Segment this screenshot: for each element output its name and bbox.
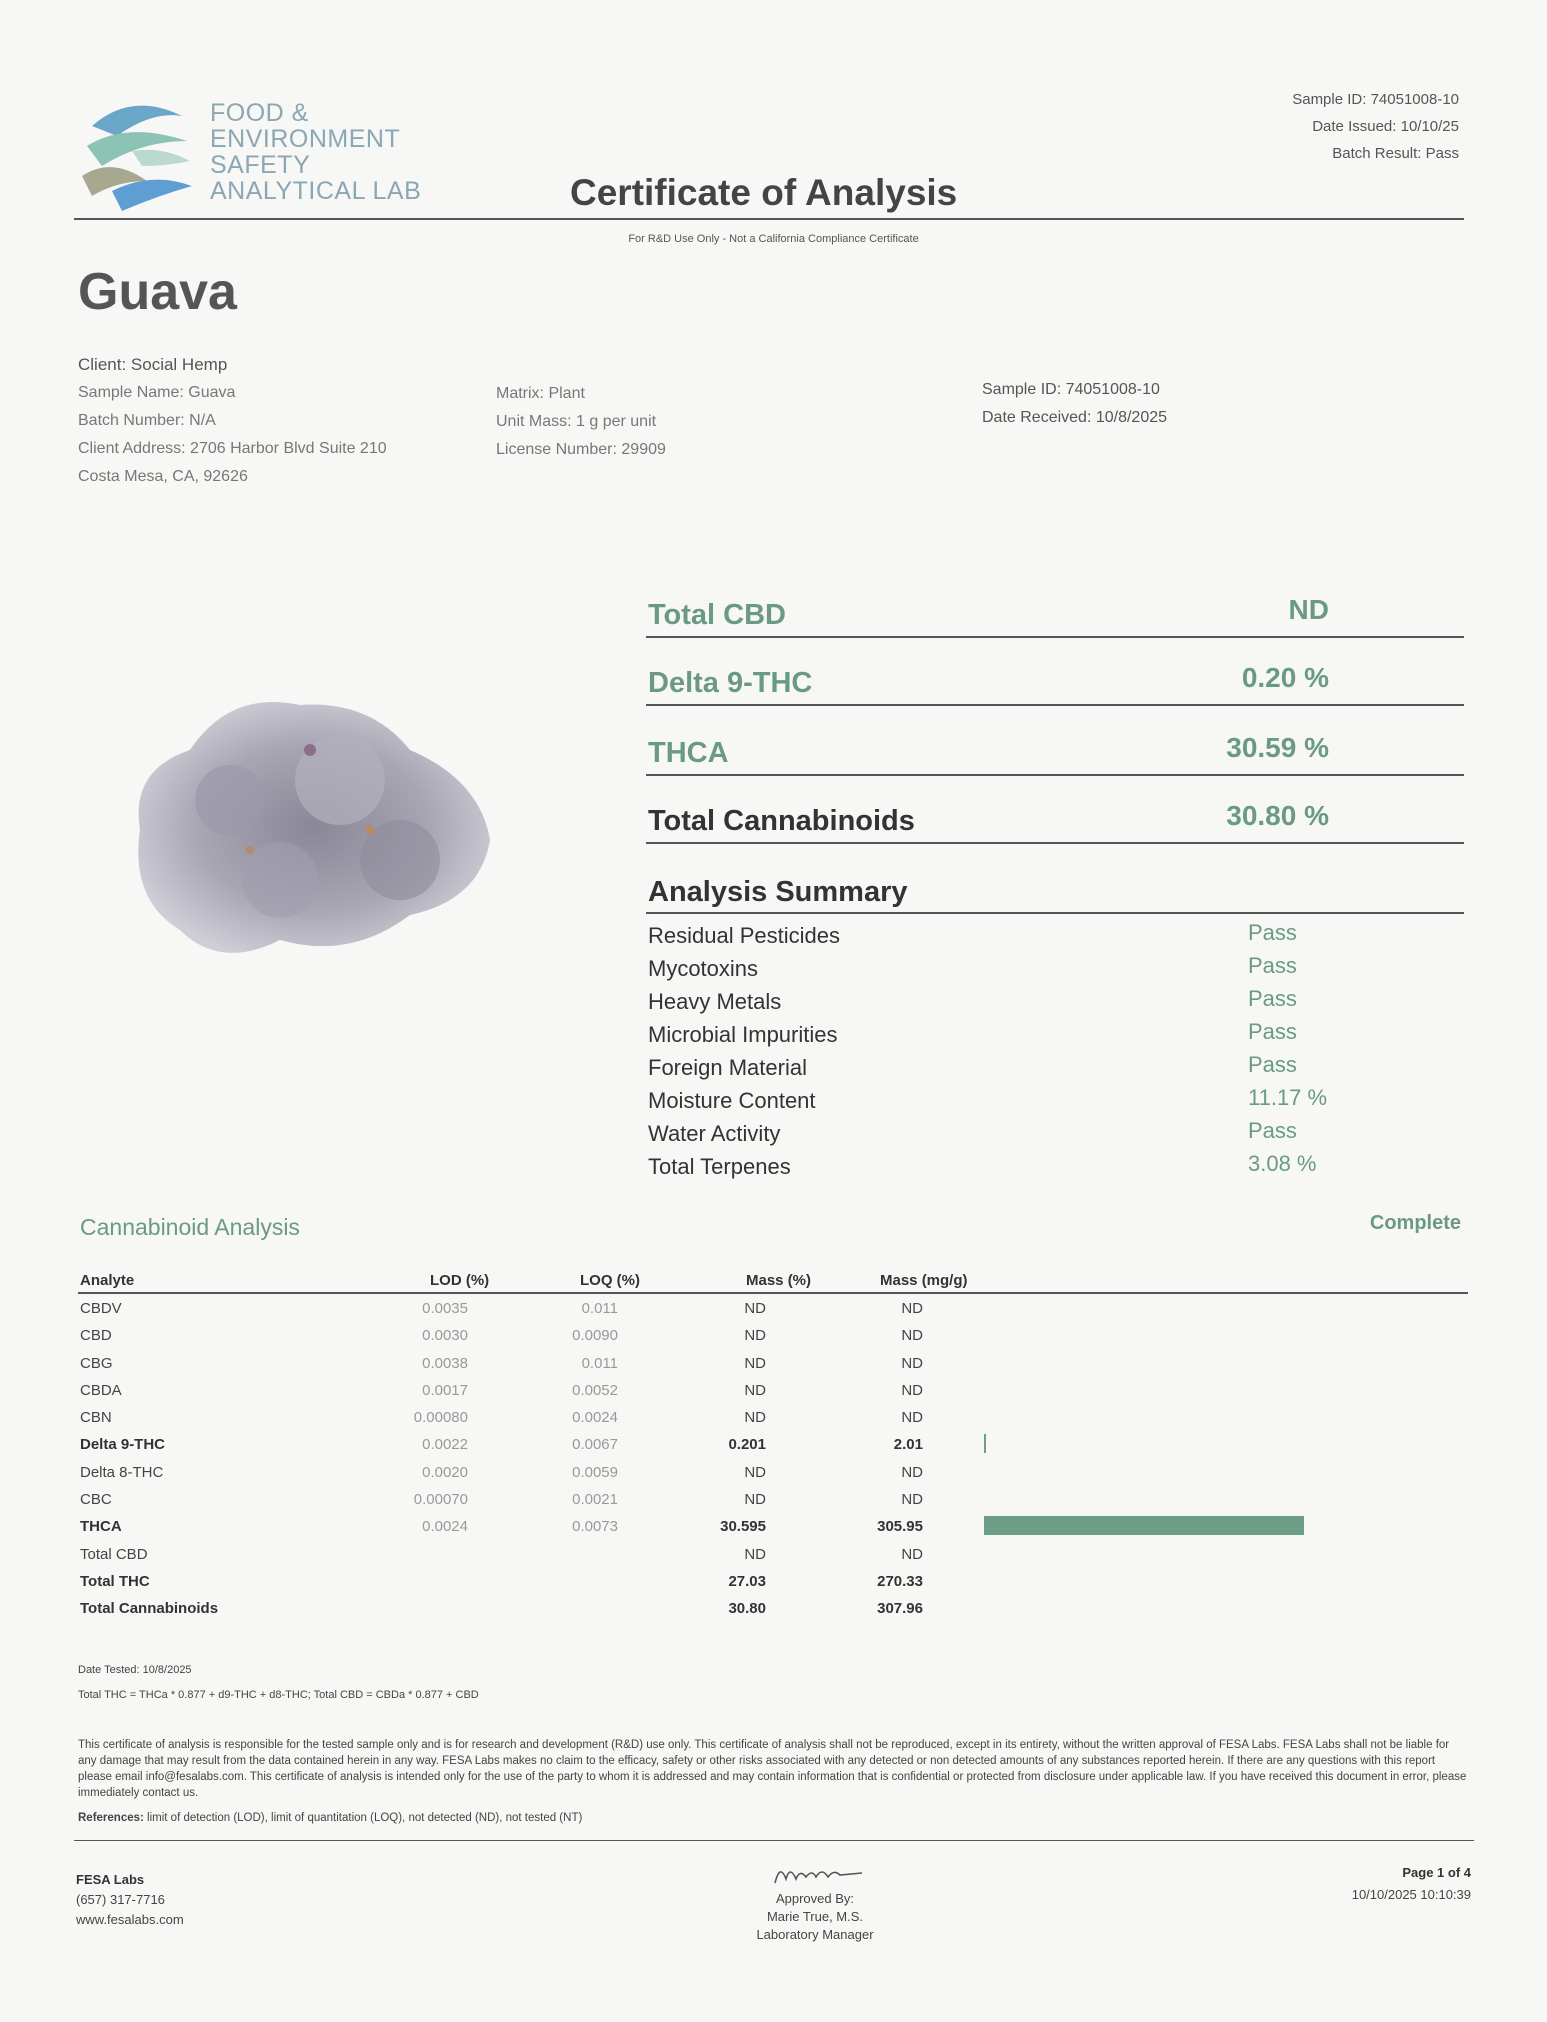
analyte-cell: Delta 9-THC (80, 1436, 166, 1454)
client-city: Costa Mesa, CA, 92626 (78, 468, 248, 485)
signature-icon (770, 1855, 870, 1891)
header-batch-result: Batch Result: Pass (1332, 145, 1459, 162)
table-row (78, 1321, 1468, 1348)
footer-page-info (1352, 1862, 1471, 1906)
table-row (78, 1294, 1468, 1321)
batch-number: Batch Number: N/A (78, 412, 216, 429)
lod-cell: 0.0022 (422, 1436, 468, 1454)
summary-list (648, 920, 1348, 1184)
loq-cell: 0.0090 (572, 1327, 618, 1345)
table-row (78, 1594, 1468, 1621)
lod-cell: 0.0024 (422, 1518, 468, 1536)
lod-cell: 0.0035 (422, 1300, 468, 1317)
analyte-cell: Total Cannabinoids (80, 1600, 219, 1618)
table-row (78, 1376, 1468, 1403)
product-photo (110, 660, 510, 990)
footer-timestamp: 10/10/2025 10:10:39 (1351, 1887, 1471, 1902)
header-analyte: Analyte (80, 1272, 135, 1289)
header-meta (1292, 86, 1459, 167)
potency-label: Total CBD (648, 599, 787, 631)
mass-bar (984, 1434, 986, 1453)
summary-value: Pass (1248, 986, 1297, 1011)
analyte-cell: CBG (80, 1354, 113, 1372)
summary-label: Moisture Content (648, 1088, 816, 1113)
mass-cell: ND (744, 1300, 766, 1317)
lab-logo-text: FOOD & ENVIRONMENT SAFETY ANALYTICAL LAB (210, 99, 422, 205)
sample-info (982, 376, 1167, 432)
loq-cell: 0.0067 (572, 1436, 618, 1454)
lab-logo-icon (72, 86, 202, 216)
document-title: Certificate of Analysis (570, 172, 958, 213)
potency-row (646, 638, 1464, 706)
table-row (78, 1485, 1468, 1512)
summary-label: Heavy Metals (648, 989, 782, 1014)
summary-row (648, 1118, 1348, 1151)
rnd-note: For R&D Use Only - Not a California Compliance Certificate (628, 233, 919, 245)
approver-name: Marie True, M.S. (766, 1909, 864, 1924)
summary-row (648, 1052, 1348, 1085)
formula-note: Total THC = THCa * 0.877 + d9-THC + d8-THC; Total CBD = CBDa * 0.877 + CBD (78, 1689, 479, 1701)
summary-row (648, 986, 1348, 1019)
loq-cell: 0.011 (581, 1300, 618, 1317)
mass-mg-cell: 270.33 (877, 1572, 923, 1590)
footer-approval (700, 1890, 930, 1944)
lod-cell: 0.0030 (422, 1327, 468, 1345)
summary-row (648, 1019, 1348, 1052)
disclaimer: This certificate of analysis is responsible for the tested sample only and is for research and development (R&D) use only. This certificate of analysis shall not be reproduced, except in its entirety, without the written approval of FESA Labs. FESA Labs shall not be liable for any damage that may result from the data contained herein in any way. FESA Labs makes no claim to the efficacy, safety or other risks associated with any detected or non detected amounts of any substances reported herein. If there are any questions with this report please email info@fesalabs.com. This certificate of analysis is intended only for the use of the party to whom it is addressed and may contain information that is confidential or protected from disclosure under applicable law. If you have received this document in error, please immediately contact us. (78, 1739, 1467, 1799)
lod-cell: 0.00070 (413, 1491, 468, 1509)
potency-label: Total Cannabinoids (648, 805, 915, 837)
cannabinoid-title: Cannabinoid Analysis (80, 1214, 300, 1240)
summary-row (648, 1085, 1348, 1118)
date-tested: Date Tested: 10/8/2025 (78, 1664, 192, 1676)
approved-by-label: Approved By: (775, 1891, 855, 1906)
analyte-cell: Total THC (80, 1572, 150, 1590)
header-divider (74, 218, 1464, 220)
license-number: License Number: 29909 (496, 441, 666, 458)
matrix: Matrix: Plant (496, 385, 585, 402)
footer-website: www.fesalabs.com (76, 1912, 184, 1927)
loq-cell: 0.0021 (572, 1491, 618, 1509)
summary-divider (646, 912, 1464, 914)
loq-cell: 0.0059 (572, 1463, 618, 1481)
summary-title: Analysis Summary (648, 876, 908, 908)
mass-cell: ND (744, 1327, 766, 1345)
summary-row (648, 1151, 1348, 1184)
mass-mg-cell: 307.96 (877, 1600, 923, 1618)
table-row (78, 1567, 1468, 1594)
summary-value: 3.08 % (1248, 1151, 1317, 1176)
table-row (78, 1540, 1468, 1567)
header-sample-id: Sample ID: 74051008-10 (1292, 91, 1459, 108)
mass-bar (984, 1516, 1304, 1535)
mass-cell: ND (744, 1381, 766, 1399)
table-row (78, 1349, 1468, 1376)
mass-mg-cell: ND (901, 1300, 923, 1317)
summary-label: Foreign Material (648, 1055, 807, 1080)
footer-lab-name: FESA Labs (76, 1872, 145, 1887)
potency-label: THCA (648, 737, 729, 769)
mass-mg-cell: 305.95 (877, 1518, 923, 1536)
summary-value: Pass (1248, 1019, 1297, 1044)
header-mass: Mass (%) (746, 1272, 812, 1289)
summary-row (648, 953, 1348, 986)
mass-cell: 30.80 (728, 1600, 766, 1618)
cannabinoid-table (78, 1270, 1468, 1622)
potency-row (646, 776, 1464, 844)
summary-value: Pass (1248, 920, 1297, 945)
potency-label: Delta 9-THC (648, 667, 813, 699)
footer-divider (74, 1840, 1474, 1841)
client-info (78, 351, 387, 491)
summary-value: Pass (1248, 1118, 1297, 1143)
table-body (78, 1294, 1468, 1622)
lod-cell: 0.0017 (422, 1381, 468, 1399)
mass-cell: ND (744, 1354, 766, 1372)
client-address: Client Address: 2706 Harbor Blvd Suite 210 (78, 440, 387, 457)
potency-value: 0.20 % (1241, 662, 1329, 693)
mass-mg-cell: ND (901, 1354, 923, 1372)
footer-lab-info (76, 1870, 184, 1930)
summary-value: Pass (1248, 1052, 1297, 1077)
mass-cell: ND (744, 1409, 766, 1427)
summary-label: Total Terpenes (648, 1154, 791, 1179)
loq-cell: 0.0052 (572, 1381, 618, 1399)
page-number: Page 1 of 4 (1402, 1865, 1471, 1880)
mass-cell: 27.03 (728, 1572, 766, 1590)
summary-label: Microbial Impurities (648, 1022, 838, 1047)
mass-mg-cell: ND (901, 1545, 923, 1563)
potency-value: 30.80 % (1226, 800, 1329, 831)
mass-mg-cell: ND (901, 1327, 923, 1345)
analyte-cell: CBC (80, 1491, 112, 1509)
potency-value: ND (1288, 594, 1329, 625)
summary-value: Pass (1248, 953, 1297, 978)
table-header (78, 1270, 1468, 1294)
summary-label: Water Activity (648, 1121, 781, 1146)
table-row (78, 1403, 1468, 1430)
loq-cell: 0.0073 (572, 1518, 618, 1536)
analyte-cell: THCA (80, 1518, 122, 1536)
table-row (78, 1512, 1468, 1539)
analyte-cell: CBDV (80, 1300, 122, 1317)
references-label: References: (78, 1812, 144, 1824)
potency-value: 30.59 % (1226, 732, 1329, 763)
mass-mg-cell: ND (901, 1381, 923, 1399)
mass-cell: 0.201 (728, 1436, 766, 1454)
header-loq: LOQ (%) (580, 1272, 640, 1289)
potency-row (646, 708, 1464, 776)
lod-cell: 0.00080 (413, 1409, 468, 1427)
date-received: Date Received: 10/8/2025 (982, 409, 1168, 426)
header-date-issued: Date Issued: 10/10/25 (1312, 118, 1459, 135)
mass-cell: ND (744, 1491, 766, 1509)
approver-title: Laboratory Manager (756, 1927, 874, 1942)
lod-cell: 0.0020 (422, 1463, 468, 1481)
status-badge: Complete (1369, 1212, 1461, 1234)
analyte-cell: CBN (80, 1409, 112, 1427)
analyte-cell: CBDA (80, 1381, 122, 1399)
mass-mg-cell: 2.01 (893, 1436, 923, 1454)
loq-cell: 0.011 (581, 1354, 618, 1372)
references-text: limit of detection (LOD), limit of quantitation (LOQ), not detected (ND), not tested (NT) (147, 1812, 583, 1824)
sample-id: Sample ID: 74051008-10 (982, 381, 1160, 398)
footer-phone: (657) 317-7716 (76, 1892, 165, 1907)
table-row (78, 1458, 1468, 1485)
references (78, 1812, 582, 1824)
table-row (78, 1430, 1468, 1457)
analyte-cell: CBD (80, 1327, 112, 1345)
mass-cell: 30.595 (720, 1518, 766, 1536)
matrix-info (496, 380, 666, 464)
header-mass-mg: Mass (mg/g) (880, 1272, 968, 1289)
mass-cell: ND (744, 1545, 766, 1563)
summary-label: Residual Pesticides (648, 923, 840, 948)
mass-mg-cell: ND (901, 1409, 923, 1427)
unit-mass: Unit Mass: 1 g per unit (496, 413, 657, 430)
analyte-cell: Total CBD (80, 1545, 148, 1563)
analyte-cell: Delta 8-THC (80, 1463, 164, 1481)
potency-row (646, 570, 1464, 638)
summary-label: Mycotoxins (648, 956, 759, 981)
mass-cell: ND (744, 1463, 766, 1481)
summary-row (648, 920, 1348, 953)
client-name: Client: Social Hemp (78, 355, 228, 374)
mass-mg-cell: ND (901, 1491, 923, 1509)
product-name: Guava (78, 263, 237, 321)
sample-name: Sample Name: Guava (78, 384, 236, 401)
loq-cell: 0.0024 (572, 1409, 618, 1427)
lod-cell: 0.0038 (422, 1354, 468, 1372)
header-lod: LOD (%) (430, 1272, 490, 1289)
summary-value: 11.17 % (1248, 1085, 1328, 1110)
mass-mg-cell: ND (901, 1463, 923, 1481)
